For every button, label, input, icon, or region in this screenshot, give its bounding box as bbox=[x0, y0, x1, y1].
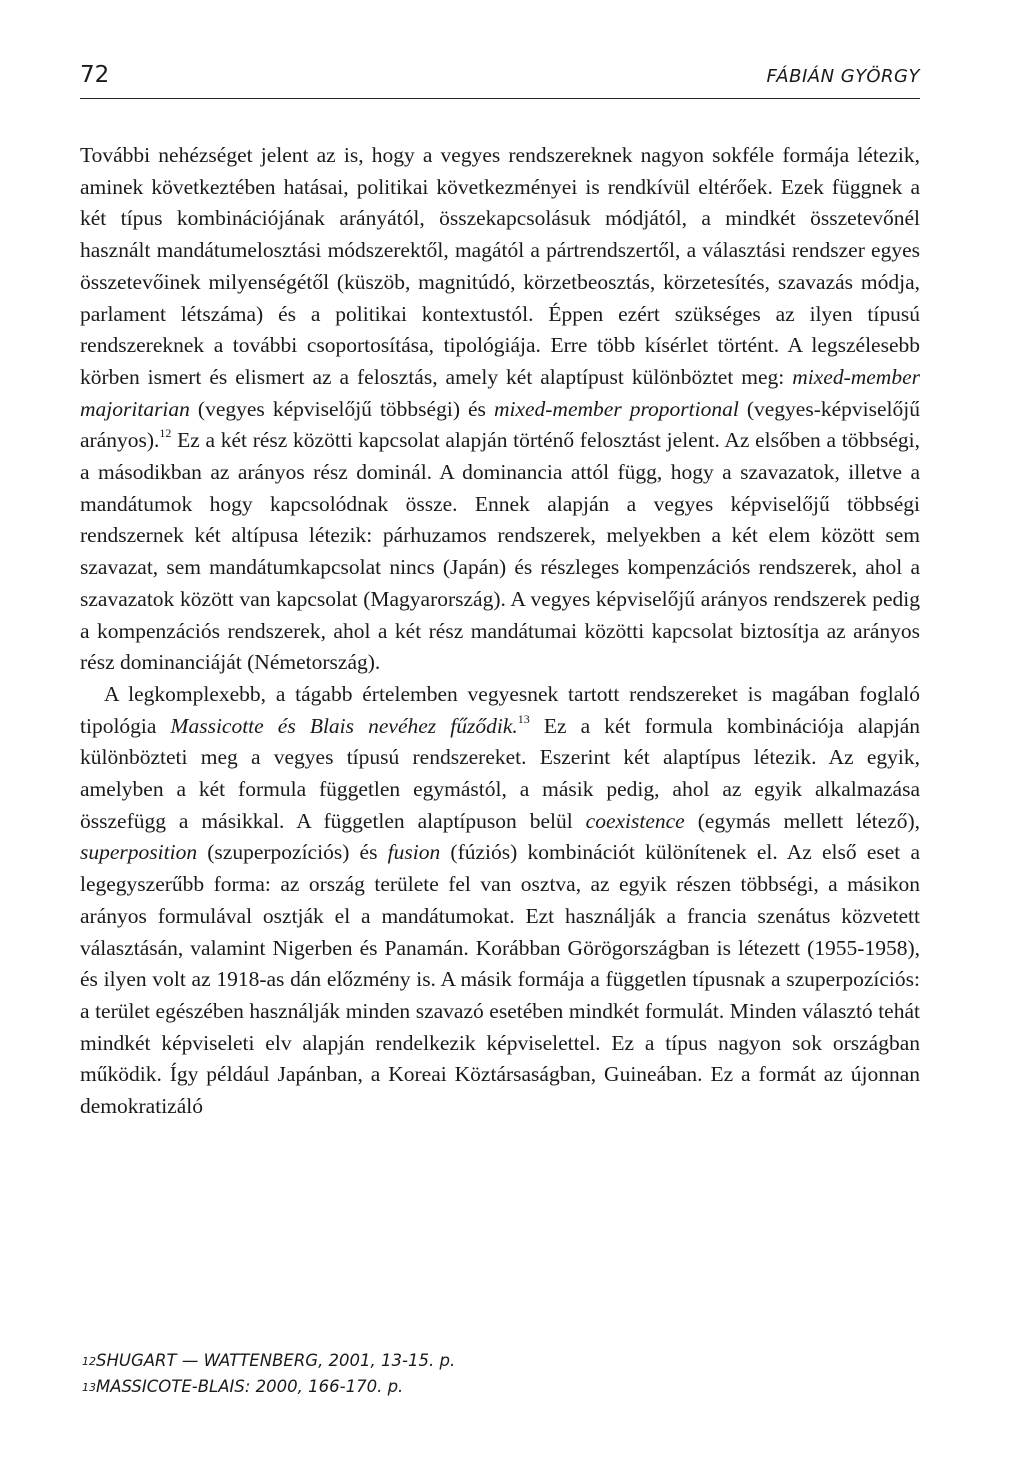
p2-text-2: Ez a két formula kombinációja alapján különbözteti meg a vegyes típusú rendszereket. Eszerint két alaptípus létezik. Az egyik, amelyben a két formula független egymástól, a másik pedig, ahol az egyik alkalmazása összefügg a másikkal. A független alaptípuson belül bbox=[80, 713, 921, 833]
footnote-ref-13: 13 bbox=[517, 711, 530, 726]
p2-text-3: (egymás mellett létező), bbox=[684, 808, 920, 833]
p2-text-1: A legkomplexebb, a tágabb értelemben vegyesnek tartott rendszereket is magában foglaló tipológia bbox=[80, 681, 920, 738]
footnote-12 bbox=[82, 1348, 922, 1374]
term-superposition: superposition bbox=[80, 840, 198, 865]
footnote-ref-12: 12 bbox=[159, 426, 172, 441]
paragraph-1 bbox=[80, 140, 920, 679]
footnotes bbox=[82, 1348, 922, 1400]
p2-text-4: (szuperpozíciós) és bbox=[197, 840, 388, 865]
term-mixed-member-majoritarian: mixed-member majoritarian bbox=[80, 364, 920, 421]
footnote-13-number: 13 bbox=[82, 1381, 96, 1394]
p1-text-1: További nehézséget jelent az is, hogy a vegyes rendszereknek nagyon sokféle formája létezik, aminek következtében hatásai, politikai következményei is rendkívül eltérőek. Ezek függnek a két típus kombinációjának arányától, összekapcsolásuk módjától, a mindkét összetevőnél használt mandátumelosztási módszerektől, magától a pártrendszertől, a választási rendszer egyes összetevőinek milyenségétől (küszöb, magnitúdó, körzetbeosztás, körzetesítés, szavazás módja, parlament létszáma) és a politikai kontextustól. Éppen ezért szükséges az ilyen típusú rendszereknek a további csoportosítása, tipológiája. Erre több kísérlet történt. A legszélesebb körben ismert és elismert az a felosztás, amely két alaptípust különböztet meg: bbox=[80, 143, 920, 389]
p1-text-2: (vegyes képviselőjű többségi) és bbox=[189, 396, 494, 421]
p2-text-5: (fúziós) kombinációt különítenek el. Az első eset a legegyszerűbb forma: az ország területe fel van osztva, az egyik részen többségi, a másikon arányos formulával osztják el a mandátumokat. Ezt használják a francia szenátus közvetett választásán, valamint Nigerben és Panamán. Korábban Görögországban is létezett (1955-1958), és ilyen volt az 1918-as dán előzmény is. A másik formája a független típusnak a szuperpozíciós: a terület egészében használják minden szavazó esetében mindkét formulát. Minden választó tehát mindkét képviseleti elv alapján rendelkezik képviselettel. Ez a típus nagyon sok országban működik. Így például Japánban, a Koreai Köztársaságban, Guineában. Ez a formát az újonnan demokratizáló bbox=[80, 840, 920, 1119]
footnote-12-number: 12 bbox=[82, 1355, 96, 1368]
page-number: 72 bbox=[80, 62, 110, 88]
term-mixed-member-proportional: mixed-member proportional bbox=[493, 396, 739, 421]
p1-text-4: Ez a két rész közötti kapcsolat alapján történő felosztást jelent. Az elsőben a többségi, a másodikban az arányos rész dominál. A dominancia attól függ, hogy a szavazatok, illetve a mandátumok hogy kapcsolódnak össze. Ennek alapján a vegyes képviselőjű többségi rendszernek két altípusa létezik: párhuzamos rendszerek, melyekben a két elem között sem szavazat, sem mandátumkapcsolat nincs (Japán) és részleges kompenzációs rendszerek, ahol a szavazatok között van kapcsolat (Magyarország). A vegyes képviselőjű arányos rendszerek pedig a kompenzációs rendszerek, ahol a két rész mandátumai közötti kapcsolat biztosítja az arányos rész dominanciáját (Németország). bbox=[80, 428, 920, 675]
footnote-12-text: SHUGART — WATTENBERG, 2001, 13-15. p. bbox=[96, 1351, 456, 1370]
footnote-13-text: MASSICOTE-BLAIS: 2000, 166-170. p. bbox=[96, 1377, 404, 1396]
term-fusion: fusion bbox=[387, 840, 441, 865]
running-head-author: FÁBIÁN GYÖRGY bbox=[766, 66, 920, 87]
footnote-13 bbox=[82, 1374, 922, 1400]
paragraph-2 bbox=[80, 679, 920, 1123]
p1-text-3: (vegyes-képviselőjű arányos). bbox=[80, 396, 920, 453]
term-massicotte-blais: Massicotte és Blais nevéhez fűződik. bbox=[170, 713, 518, 738]
body-text bbox=[80, 140, 920, 1123]
term-coexistence: coexistence bbox=[585, 808, 685, 833]
page-header bbox=[80, 60, 920, 99]
